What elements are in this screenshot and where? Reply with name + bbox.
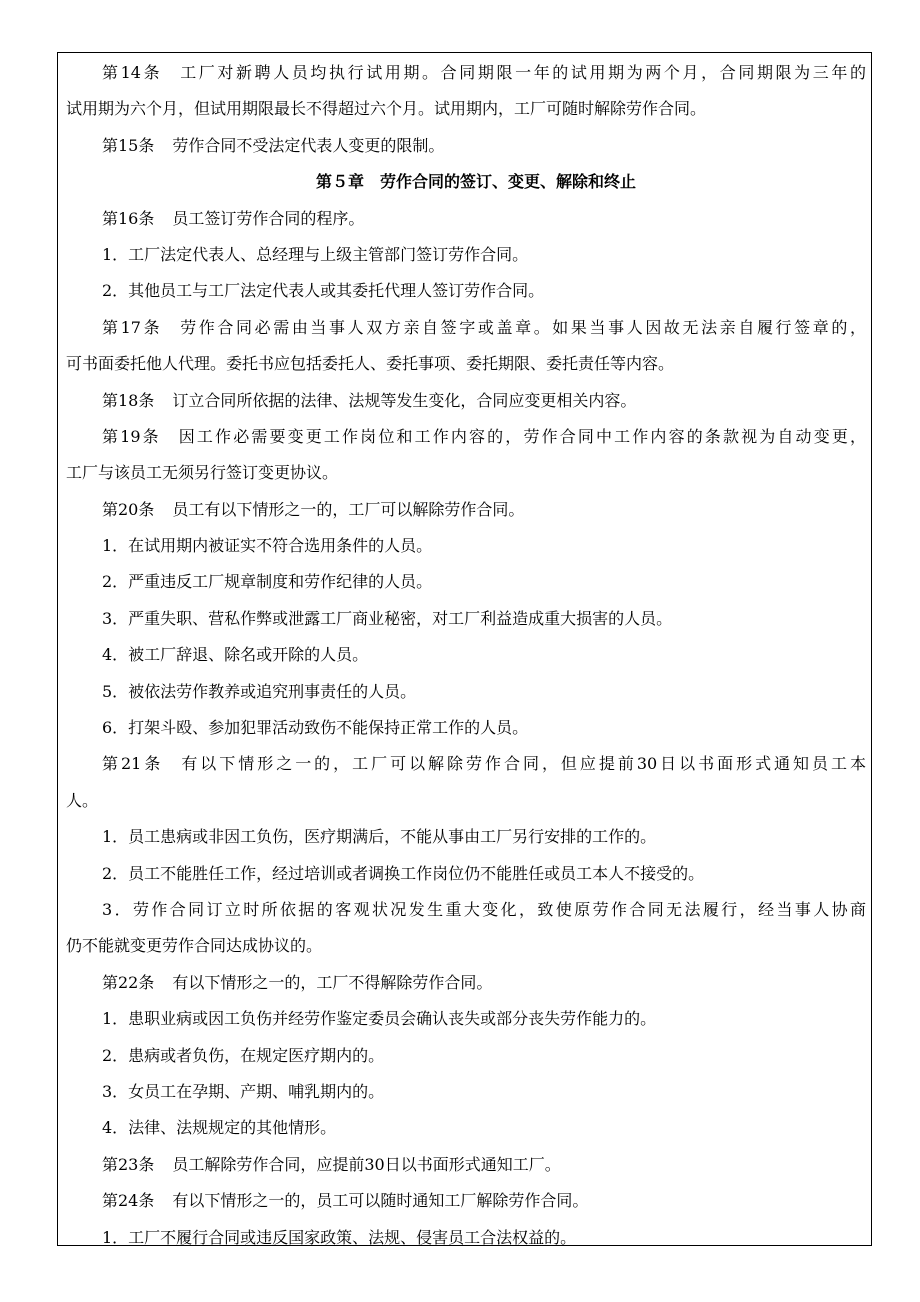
article-24 — [66, 1183, 866, 1219]
list-item: 5．被依法劳作教养或追究刑事责任的人员。 — [102, 681, 417, 701]
article-20 — [66, 492, 866, 528]
article-23 — [66, 1147, 866, 1183]
article-text: 有以下情形之一的，员工可以随时通知工厂解除劳作合同。 — [172, 1191, 589, 1211]
article-17-line-2: 可书面委托他人代理。委托书应包括委托人、委托事项、委托期限、委托责任等内容。 — [66, 354, 675, 374]
article-17-line-1 — [66, 310, 866, 346]
chapter-heading: 第５章 劳作合同的签订、变更、解除和终止 — [315, 172, 636, 192]
article-18 — [66, 383, 866, 419]
list-item-line-2: 仍不能就变更劳作合同达成协议的。 — [66, 936, 323, 956]
article-number: 第24条 — [102, 1191, 155, 1211]
article-text: 因工作必需要变更工作岗位和工作内容的，劳作合同中工作内容的条款视为自动变更， — [178, 426, 866, 446]
article-19-line-1 — [66, 419, 866, 455]
article-text: 员工有以下情形之一的，工厂可以解除劳作合同。 — [172, 499, 525, 519]
article-text: 员工解除劳作合同，应提前30日以书面形式通知工厂。 — [172, 1154, 561, 1174]
article-21-line-1 — [66, 746, 866, 782]
article-text: 订立合同所依据的法律、法规等发生变化，合同应变更相关内容。 — [172, 390, 637, 410]
list-item: 3．严重失职、营私作弊或泄露工厂商业秘密，对工厂利益造成重大损害的人员。 — [102, 608, 673, 628]
article-19-line-2: 工厂与该员工无须另行签订变更协议。 — [66, 463, 339, 483]
list-item: 1．在试用期内被证实不符合选用条件的人员。 — [102, 536, 433, 556]
list-item: 1．工厂不履行合同或违反国家政策、法规、侵害员工合法权益的。 — [102, 1227, 577, 1247]
article-text: 劳作合同必需由当事人双方亲自签字或盖章。如果当事人因故无法亲自履行签章的， — [180, 317, 866, 337]
article-number: 第23条 — [102, 1154, 155, 1174]
list-item: 4．被工厂辞退、除名或开除的人员。 — [102, 645, 369, 665]
article-number: 第17条 — [102, 317, 163, 337]
article-number: 第20条 — [102, 499, 155, 519]
article-14-line-2: 试用期为六个月，但试用期限最长不得超过六个月。试用期内，工厂可随时解除劳作合同。 — [66, 99, 707, 119]
article-text: 有以下情形之一的，工厂不得解除劳作合同。 — [172, 972, 493, 992]
article-number: 第21条 — [102, 754, 164, 774]
list-item: 2．严重违反工厂规章制度和劳作纪律的人员。 — [102, 572, 433, 592]
list-item: 4．法律、法规规定的其他情形。 — [102, 1118, 337, 1138]
list-item: 1．工厂法定代表人、总经理与上级主管部门签订劳作合同。 — [102, 244, 529, 264]
article-16 — [66, 201, 866, 237]
list-item: 1．员工患病或非因工负伤，医疗期满后，不能从事由工厂另行安排的工作的。 — [102, 827, 657, 847]
list-item: 2．员工不能胜任工作，经过培训或者调换工作岗位仍不能胜任或员工本人不接受的。 — [102, 863, 705, 883]
list-item: 2．其他员工与工厂法定代表人或其委托代理人签订劳作合同。 — [102, 281, 545, 301]
article-text: 劳作合同不受法定代表人变更的限制。 — [172, 135, 445, 155]
article-21-line-2: 人。 — [66, 790, 99, 810]
article-number: 第16条 — [102, 208, 155, 228]
article-text: 员工签订劳作合同的程序。 — [172, 208, 365, 228]
article-text: 工厂对新聘人员均执行试用期。合同期限一年的试用期为两个月，合同期限为三年的 — [180, 63, 866, 82]
article-text: 有以下情形之一的，工厂可以解除劳作合同，但应提前30日以书面形式通知员工本 — [181, 754, 866, 774]
list-item: 3．女员工在孕期、产期、哺乳期内的。 — [102, 1081, 385, 1101]
article-number: 第15条 — [102, 135, 155, 155]
article-number: 第18条 — [102, 390, 155, 410]
article-number: 第19条 — [102, 426, 161, 446]
article-15 — [66, 128, 866, 164]
article-14-line-1 — [66, 55, 866, 91]
article-number: 第22条 — [102, 972, 155, 992]
document-body — [66, 55, 866, 1256]
list-item: 2．患病或者负伤，在规定医疗期内的。 — [102, 1045, 385, 1065]
article-number: 第14条 — [102, 63, 163, 82]
list-item: 6．打架斗殴、参加犯罪活动致伤不能保持正常工作的人员。 — [102, 718, 529, 738]
list-item-line-1: 3．劳作合同订立时所依据的客观状况发生重大变化，致使原劳作合同无法履行，经当事人协商 — [102, 899, 866, 919]
article-22 — [66, 965, 866, 1001]
list-item: 1．患职业病或因工负伤并经劳作鉴定委员会确认丧失或部分丧失劳作能力的。 — [102, 1009, 657, 1029]
